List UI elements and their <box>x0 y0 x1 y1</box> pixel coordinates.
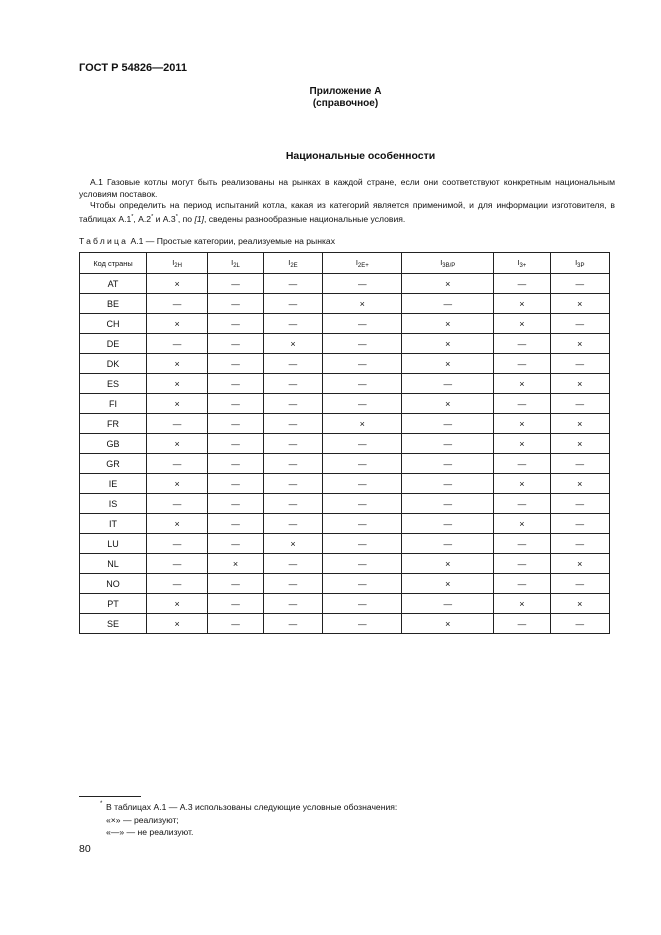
column-header-label: I <box>172 257 175 267</box>
paragraph-2-text-d: , по <box>177 213 195 224</box>
category-cell: × <box>147 594 208 614</box>
category-cell: — <box>550 494 609 514</box>
country-code-cell: CH <box>80 314 147 334</box>
category-cell: — <box>494 614 550 634</box>
column-header-label: I <box>517 257 520 267</box>
paragraph-2-text-b: , А.2 <box>133 213 152 224</box>
category-cell: — <box>263 554 322 574</box>
category-cell: — <box>208 354 264 374</box>
footnote-mark: * <box>100 801 103 807</box>
category-cell: — <box>208 314 264 334</box>
country-code-cell: ES <box>80 374 147 394</box>
column-header-category <box>323 253 402 274</box>
category-cell: × <box>402 334 494 354</box>
category-cell: — <box>550 514 609 534</box>
country-code-cell: SE <box>80 614 147 634</box>
category-cell: — <box>263 354 322 374</box>
table-row <box>80 574 610 594</box>
footnote-line-2: «×» — реализуют; <box>106 814 179 825</box>
column-header-subscript: 2E+ <box>357 262 369 269</box>
category-cell: × <box>147 354 208 374</box>
category-cell: × <box>550 414 609 434</box>
table-caption-text: А.1 — Простые категории, реализуемые на рынках <box>130 236 335 246</box>
footnote-ref: * <box>151 213 154 220</box>
category-cell: — <box>323 514 402 534</box>
category-cell: — <box>494 334 550 354</box>
category-cell: × <box>550 434 609 454</box>
category-cell: — <box>323 334 402 354</box>
footnote-line-1: В таблицах А.1 — А.3 использованы следующие условные обозначения: <box>106 802 398 812</box>
category-cell: × <box>494 594 550 614</box>
column-header-category <box>494 253 550 274</box>
category-cell: — <box>550 354 609 374</box>
category-cell: — <box>208 474 264 494</box>
table-row <box>80 474 610 494</box>
category-cell: — <box>263 414 322 434</box>
category-cell: — <box>323 494 402 514</box>
category-cell: — <box>323 554 402 574</box>
category-cell: — <box>147 574 208 594</box>
category-cell: × <box>494 514 550 534</box>
category-cell: × <box>147 274 208 294</box>
category-cell: — <box>402 374 494 394</box>
category-cell: × <box>402 314 494 334</box>
country-code-cell: FI <box>80 394 147 414</box>
paragraph-2-text-c: и А.3 <box>153 213 176 224</box>
table-row <box>80 414 610 434</box>
column-header-label: I <box>575 257 578 267</box>
category-cell: — <box>402 594 494 614</box>
category-cell: — <box>494 394 550 414</box>
category-cell: — <box>550 614 609 634</box>
category-cell: — <box>208 574 264 594</box>
category-cell: — <box>323 434 402 454</box>
category-cell: — <box>263 514 322 534</box>
country-code-cell: NL <box>80 554 147 574</box>
category-cell: — <box>323 614 402 634</box>
category-cell: × <box>402 614 494 634</box>
category-cell: × <box>147 614 208 634</box>
category-cell: × <box>147 394 208 414</box>
category-cell: × <box>402 554 494 574</box>
category-cell: — <box>208 514 264 534</box>
category-cell: — <box>494 534 550 554</box>
category-cell: × <box>550 594 609 614</box>
category-cell: × <box>263 334 322 354</box>
footnote <box>100 801 398 839</box>
category-cell: — <box>263 614 322 634</box>
section-title: Национальные особенности <box>285 150 436 162</box>
category-cell: × <box>494 414 550 434</box>
category-cell: × <box>402 274 494 294</box>
page-number: 80 <box>79 843 91 855</box>
country-code-cell: GB <box>80 434 147 454</box>
category-cell: — <box>402 454 494 474</box>
category-cell: — <box>402 294 494 314</box>
country-code-cell: PT <box>80 594 147 614</box>
column-header-category <box>550 253 609 274</box>
category-cell: — <box>323 274 402 294</box>
category-cell: — <box>208 534 264 554</box>
category-cell: — <box>263 494 322 514</box>
category-cell: × <box>323 414 402 434</box>
table-row <box>80 454 610 474</box>
category-cell: — <box>402 414 494 434</box>
category-cell: — <box>208 594 264 614</box>
table-caption <box>79 236 335 246</box>
category-cell: — <box>263 394 322 414</box>
country-code-cell: LU <box>80 534 147 554</box>
table-row <box>80 494 610 514</box>
column-header-category <box>147 253 208 274</box>
category-cell: — <box>323 394 402 414</box>
category-cell: — <box>550 454 609 474</box>
category-cell: × <box>550 294 609 314</box>
table-row <box>80 554 610 574</box>
table-body <box>80 274 610 634</box>
country-code-cell: FR <box>80 414 147 434</box>
country-code-cell: BE <box>80 294 147 314</box>
paragraph-2-text-e: , сведены разнообразные национальные условия. <box>204 213 406 224</box>
table-row <box>80 374 610 394</box>
bibliography-reference: [1] <box>194 213 205 224</box>
category-cell: — <box>494 354 550 374</box>
category-cell: — <box>208 294 264 314</box>
category-cell: — <box>263 594 322 614</box>
category-cell: × <box>550 374 609 394</box>
category-cell: × <box>494 434 550 454</box>
column-header-label: I <box>440 257 443 267</box>
category-cell: × <box>402 394 494 414</box>
category-cell: — <box>323 574 402 594</box>
category-cell: × <box>494 314 550 334</box>
category-cell: — <box>147 554 208 574</box>
category-cell: — <box>263 454 322 474</box>
category-cell: — <box>323 374 402 394</box>
category-cell: — <box>208 454 264 474</box>
category-cell: — <box>550 574 609 594</box>
category-cell: × <box>263 534 322 554</box>
column-header-subscript: 2L <box>233 262 240 269</box>
category-cell: — <box>550 314 609 334</box>
category-cell: — <box>550 534 609 554</box>
column-header-category <box>208 253 264 274</box>
footnote-divider <box>79 796 141 797</box>
footnote-line-3: «—» — не реализуют. <box>106 827 194 837</box>
column-header-label: Код страны <box>93 258 133 268</box>
country-code-cell: NO <box>80 574 147 594</box>
category-cell: — <box>263 434 322 454</box>
category-cell: × <box>494 374 550 394</box>
category-cell: — <box>147 454 208 474</box>
category-cell: — <box>263 294 322 314</box>
table-row <box>80 534 610 554</box>
category-cell: × <box>550 554 609 574</box>
column-header-subscript: 2E <box>290 262 298 269</box>
table-row <box>80 314 610 334</box>
category-cell: × <box>208 554 264 574</box>
category-cell: — <box>208 374 264 394</box>
table-row <box>80 614 610 634</box>
category-cell: — <box>208 334 264 354</box>
column-header-subscript: 3+ <box>519 262 527 269</box>
category-cell: × <box>147 434 208 454</box>
category-cell: — <box>147 334 208 354</box>
category-cell: — <box>263 574 322 594</box>
document-code: ГОСТ Р 54826—2011 <box>79 62 187 74</box>
country-code-cell: GR <box>80 454 147 474</box>
table-row <box>80 394 610 414</box>
category-cell: — <box>208 274 264 294</box>
category-cell: — <box>402 434 494 454</box>
category-cell: — <box>550 394 609 414</box>
column-header-subscript: 2H <box>174 262 182 269</box>
category-cell: — <box>494 454 550 474</box>
column-header-subscript: 3B/P <box>442 262 456 269</box>
category-cell: × <box>494 474 550 494</box>
country-code-cell: IS <box>80 494 147 514</box>
category-cell: — <box>208 434 264 454</box>
category-cell: — <box>263 274 322 294</box>
category-cell: — <box>402 494 494 514</box>
footnote-ref: * <box>175 213 178 220</box>
table-row <box>80 294 610 314</box>
paragraph-2-text-a: Чтобы определить на период испытаний котла, какая из категорий является применимой, и для информации изготовителя, в таблицах А.1 <box>79 200 615 224</box>
category-cell: × <box>147 314 208 334</box>
table-header-row <box>80 253 610 274</box>
category-cell: — <box>323 354 402 374</box>
category-cell: — <box>323 474 402 494</box>
table-row <box>80 594 610 614</box>
paragraph-1 <box>79 177 615 200</box>
country-code-cell: AT <box>80 274 147 294</box>
table-row <box>80 514 610 534</box>
category-cell: — <box>208 394 264 414</box>
annex-subtitle: (справочное) <box>312 98 379 109</box>
category-cell: — <box>147 294 208 314</box>
column-header-label: I <box>231 257 234 267</box>
category-cell: — <box>323 534 402 554</box>
category-cell: — <box>263 314 322 334</box>
footnote-ref: * <box>131 213 134 220</box>
category-cell: — <box>494 574 550 594</box>
table-row <box>80 354 610 374</box>
table-row <box>80 274 610 294</box>
table-caption-label: Таблица <box>79 236 129 246</box>
country-code-cell: DE <box>80 334 147 354</box>
category-cell: — <box>402 534 494 554</box>
category-cell: — <box>208 614 264 634</box>
category-cell: — <box>147 494 208 514</box>
category-cell: × <box>147 374 208 394</box>
category-cell: — <box>402 514 494 534</box>
categories-table <box>79 252 610 634</box>
column-header-label: I <box>288 257 291 267</box>
category-cell: × <box>550 334 609 354</box>
category-cell: × <box>147 514 208 534</box>
category-cell: — <box>263 374 322 394</box>
column-header-category <box>263 253 322 274</box>
category-cell: × <box>402 354 494 374</box>
column-header-subscript: 3P <box>577 262 585 269</box>
category-cell: — <box>263 474 322 494</box>
paragraph-2 <box>79 200 615 225</box>
category-cell: — <box>208 494 264 514</box>
category-cell: × <box>147 474 208 494</box>
category-cell: — <box>323 454 402 474</box>
category-cell: — <box>323 594 402 614</box>
category-cell: — <box>402 474 494 494</box>
country-code-cell: IE <box>80 474 147 494</box>
table-row <box>80 434 610 454</box>
category-cell: × <box>550 474 609 494</box>
category-cell: × <box>402 574 494 594</box>
column-header-category <box>402 253 494 274</box>
annex-title: Приложение А <box>309 86 382 97</box>
country-code-cell: IT <box>80 514 147 534</box>
column-header-label: I <box>355 257 358 267</box>
category-cell: — <box>147 414 208 434</box>
country-code-cell: DK <box>80 354 147 374</box>
category-cell: × <box>494 294 550 314</box>
annex-heading <box>0 86 661 110</box>
paragraph-1-text: А.1 Газовые котлы могут быть реализованы на рынках в каждой стране, если они соответствуют конкретным национальным условиям поставок. <box>79 177 615 199</box>
category-cell: — <box>147 534 208 554</box>
category-cell: × <box>323 294 402 314</box>
column-header-country <box>80 253 147 274</box>
category-cell: — <box>494 274 550 294</box>
category-cell: — <box>550 274 609 294</box>
category-cell: — <box>494 554 550 574</box>
category-cell: — <box>323 314 402 334</box>
category-cell: — <box>494 494 550 514</box>
table-row <box>80 334 610 354</box>
category-cell: — <box>208 414 264 434</box>
